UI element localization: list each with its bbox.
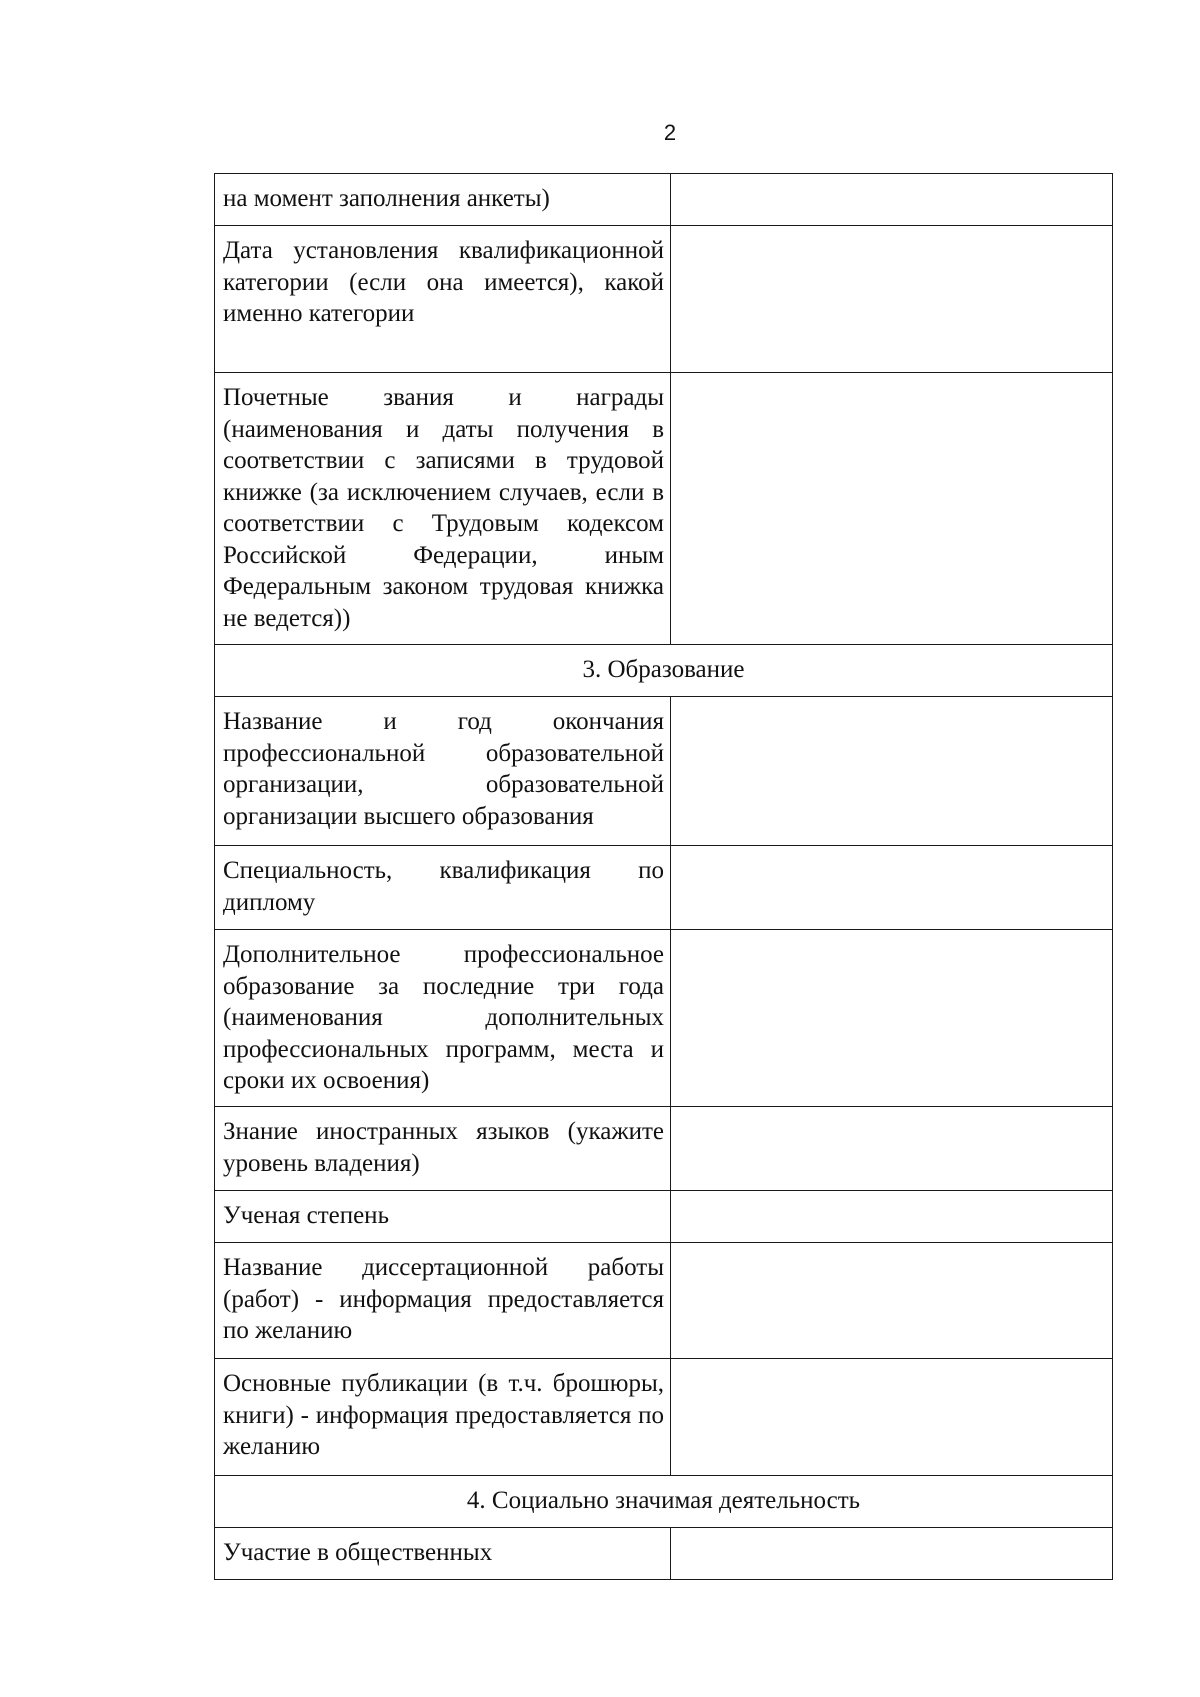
section-heading: 3. Образование xyxy=(215,645,1113,697)
field-value[interactable] xyxy=(671,1528,1113,1580)
table-row xyxy=(215,1243,1113,1359)
field-label: Участие в общественных xyxy=(215,1528,671,1580)
table-row xyxy=(215,846,1113,930)
table-row xyxy=(215,1528,1113,1580)
table-row xyxy=(215,1191,1113,1243)
section-heading: 4. Социально значимая деятельность xyxy=(215,1476,1113,1528)
field-label: Почетные звания и награды (наименования и даты получения в соответствии с записями в трудовой книжке (за исключением случаев, если в соответствии с Трудовым кодексом Российской Федерации, иным Федеральным законом трудовая книжка не ведется)) xyxy=(215,373,671,645)
table-row xyxy=(215,174,1113,226)
field-label: Основные публикации (в т.ч. брошюры, книги) - информация предоставляется по желанию xyxy=(215,1359,671,1476)
field-value[interactable] xyxy=(671,1359,1113,1476)
field-label: Название диссертационной работы (работ) - информация предоставляется по желанию xyxy=(215,1243,671,1359)
section-header-row xyxy=(215,645,1113,697)
field-value[interactable] xyxy=(671,846,1113,930)
table-row xyxy=(215,697,1113,846)
field-value[interactable] xyxy=(671,930,1113,1107)
table-row xyxy=(215,373,1113,645)
table-row xyxy=(215,930,1113,1107)
page-number: 2 xyxy=(663,120,677,145)
field-value[interactable] xyxy=(671,1243,1113,1359)
field-label: Название и год окончания профессиональной образовательной организации, образовательной организации высшего образования xyxy=(215,697,671,846)
field-value[interactable] xyxy=(671,1107,1113,1191)
questionnaire-table xyxy=(214,173,1113,1580)
field-value[interactable] xyxy=(671,697,1113,846)
table-row xyxy=(215,1359,1113,1476)
field-label: Дополнительное профессиональное образование за последние три года (наименования дополнительных профессиональных программ, места и сроки их освоения) xyxy=(215,930,671,1107)
field-value[interactable] xyxy=(671,174,1113,226)
field-label: Ученая степень xyxy=(215,1191,671,1243)
field-value[interactable] xyxy=(671,373,1113,645)
section-header-row xyxy=(215,1476,1113,1528)
field-label: Специальность, квалификация по диплому xyxy=(215,846,671,930)
field-label: Дата установления квалификационной категории (если она имеется), какой именно категории xyxy=(215,226,671,373)
field-label: на момент заполнения анкеты) xyxy=(215,174,671,226)
table-row xyxy=(215,1107,1113,1191)
field-value[interactable] xyxy=(671,226,1113,373)
field-value[interactable] xyxy=(671,1191,1113,1243)
table-row xyxy=(215,226,1113,373)
field-label: Знание иностранных языков (укажите уровень владения) xyxy=(215,1107,671,1191)
